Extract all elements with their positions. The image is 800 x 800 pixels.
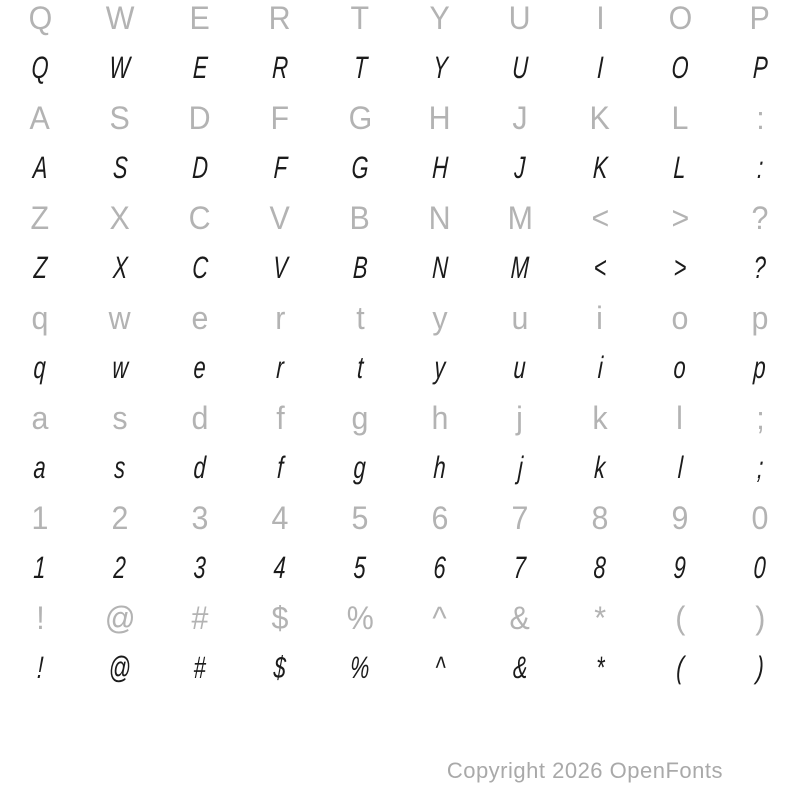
glyph-cell [240, 293, 320, 343]
glyph: $ [273, 650, 287, 685]
glyph: k [593, 450, 607, 485]
glyph-cell [0, 193, 80, 243]
glyph-cell [80, 443, 160, 493]
glyph: U [509, 0, 531, 36]
glyph-cell [160, 343, 240, 393]
glyph-cell [720, 543, 800, 593]
glyph-cell [560, 93, 640, 143]
glyph-row-gray [0, 0, 800, 43]
glyph-row-italic [0, 443, 800, 493]
glyph-cell [320, 293, 400, 343]
glyph: k [592, 399, 608, 436]
glyph: > [671, 199, 689, 236]
glyph-cell [160, 43, 240, 93]
glyph: 5 [351, 499, 369, 536]
glyph: ; [756, 450, 764, 485]
glyph: L [671, 99, 689, 136]
glyph: s [112, 399, 128, 436]
glyph-cell [0, 543, 80, 593]
glyph: X [111, 250, 129, 285]
glyph-row-italic [0, 43, 800, 93]
glyph: K [591, 150, 609, 185]
glyph: % [349, 650, 371, 685]
glyph-cell [480, 293, 560, 343]
glyph: & [509, 599, 531, 636]
glyph: B [349, 199, 371, 236]
glyph-cell [640, 393, 720, 443]
glyph-cell [0, 93, 80, 143]
glyph-cell [400, 193, 480, 243]
glyph-cell [240, 243, 320, 293]
glyph: 0 [753, 550, 767, 585]
glyph: i [596, 299, 604, 336]
glyph: Z [30, 199, 50, 236]
glyph-cell [480, 0, 560, 43]
glyph-cell [640, 543, 720, 593]
glyph-cell [240, 643, 320, 693]
glyph-cell [480, 593, 560, 643]
glyph-cell [240, 143, 320, 193]
glyph: 7 [511, 499, 529, 536]
glyph: y [432, 299, 448, 336]
glyph: e [193, 350, 207, 385]
glyph-cell [720, 393, 800, 443]
glyph-cell [720, 0, 800, 43]
glyph-cell [320, 43, 400, 93]
glyph: V [271, 250, 289, 285]
glyph-cell [0, 43, 80, 93]
glyph: N [429, 199, 451, 236]
glyph-row-italic [0, 143, 800, 193]
glyph-cell [480, 243, 560, 293]
glyph-cell [560, 293, 640, 343]
glyph-cell [720, 593, 800, 643]
glyph: Y [431, 50, 449, 85]
glyph-cell [400, 593, 480, 643]
glyph: S [109, 99, 131, 136]
glyph-cell [80, 493, 160, 543]
glyph: A [31, 150, 49, 185]
glyph-cell [80, 593, 160, 643]
glyph: ) [754, 599, 766, 636]
glyph-cell [0, 293, 80, 343]
glyph-cell [560, 493, 640, 543]
glyph: 9 [671, 499, 689, 536]
glyph-cell [240, 593, 320, 643]
glyph-cell [320, 143, 400, 193]
glyph-cell [240, 93, 320, 143]
glyph-cell [80, 43, 160, 93]
glyph: ! [36, 650, 44, 685]
glyph-cell [80, 193, 160, 243]
glyph: @ [104, 599, 136, 636]
glyph: ( [675, 650, 685, 685]
glyph: M [507, 199, 533, 236]
glyph: F [272, 150, 288, 185]
glyph: f [276, 450, 284, 485]
glyph-cell [320, 393, 400, 443]
glyph-cell [80, 293, 160, 343]
glyph: D [191, 150, 209, 185]
glyph-cell [400, 443, 480, 493]
glyph-row-italic [0, 343, 800, 393]
glyph-cell [0, 393, 80, 443]
glyph: P [749, 0, 771, 36]
glyph: & [511, 650, 529, 685]
glyph-cell [720, 93, 800, 143]
glyph: E [189, 0, 211, 36]
glyph-cell [0, 643, 80, 693]
glyph: 8 [591, 499, 609, 536]
glyph: ! [35, 599, 45, 636]
glyph: R [271, 50, 289, 85]
glyph-cell [160, 393, 240, 443]
glyph-cell [480, 43, 560, 93]
glyph: $ [271, 599, 289, 636]
glyph-cell [560, 343, 640, 393]
glyph-cell [0, 493, 80, 543]
glyph: Q [28, 0, 52, 36]
glyph-cell [560, 393, 640, 443]
glyph-cell [320, 193, 400, 243]
glyph: e [191, 299, 209, 336]
glyph-cell [400, 393, 480, 443]
glyph-cell [480, 643, 560, 693]
glyph: a [33, 450, 47, 485]
glyph: * [594, 599, 606, 636]
glyph-row-italic [0, 643, 800, 693]
glyph: J [512, 99, 528, 136]
glyph: E [191, 50, 209, 85]
glyph: g [353, 450, 367, 485]
glyph: O [670, 50, 690, 85]
glyph: ? [751, 199, 769, 236]
glyph: i [596, 350, 604, 385]
glyph-cell [400, 343, 480, 393]
glyph: H [431, 150, 449, 185]
glyph: 6 [433, 550, 447, 585]
glyph-cell [80, 343, 160, 393]
glyph-cell [640, 0, 720, 43]
glyph: K [589, 99, 611, 136]
glyph-cell [720, 193, 800, 243]
glyph: D [189, 99, 211, 136]
glyph: g [351, 399, 369, 436]
glyph: ( [674, 599, 686, 636]
glyph-cell [640, 443, 720, 493]
glyph: @ [108, 650, 132, 685]
glyph-cell [560, 193, 640, 243]
glyph: : [755, 99, 765, 136]
glyph-cell [480, 93, 560, 143]
glyph-cell [240, 193, 320, 243]
glyph: Y [429, 0, 451, 36]
glyph-cell [80, 543, 160, 593]
glyph-cell [560, 593, 640, 643]
glyph: s [113, 450, 127, 485]
glyph-row-gray [0, 193, 800, 243]
copyright-notice: Copyright 2026 OpenFonts [446, 758, 723, 783]
glyph-cell [640, 593, 720, 643]
glyph: ) [755, 650, 765, 685]
glyph: C [189, 199, 211, 236]
glyph: R [269, 0, 291, 36]
glyph: I [595, 0, 605, 36]
glyph: t [356, 350, 364, 385]
glyph: N [431, 250, 449, 285]
glyph-cell [640, 293, 720, 343]
glyph-cell [400, 543, 480, 593]
glyph-cell [640, 193, 720, 243]
glyph: d [191, 399, 209, 436]
glyph: h [433, 450, 447, 485]
glyph-cell [320, 643, 400, 693]
glyph: 1 [33, 550, 47, 585]
glyph: J [513, 150, 527, 185]
glyph-cell [240, 443, 320, 493]
glyph: u [513, 350, 527, 385]
glyph-cell [560, 0, 640, 43]
glyph-cell [80, 243, 160, 293]
glyph: S [111, 150, 129, 185]
glyph-row-italic [0, 543, 800, 593]
glyph-cell [400, 493, 480, 543]
glyph-cell [720, 343, 800, 393]
glyph-cell [0, 593, 80, 643]
glyph: F [270, 99, 290, 136]
glyph: # [193, 650, 207, 685]
glyph: U [511, 50, 529, 85]
glyph-row-italic [0, 243, 800, 293]
glyph-cell [160, 143, 240, 193]
glyph-cell [640, 343, 720, 393]
glyph-cell [720, 493, 800, 543]
glyph-cell [480, 493, 560, 543]
glyph: Q [30, 50, 50, 85]
glyph-cell [480, 343, 560, 393]
glyph-cell [640, 93, 720, 143]
glyph: C [191, 250, 209, 285]
glyph-cell [0, 443, 80, 493]
glyph-cell [720, 143, 800, 193]
glyph-cell [400, 43, 480, 93]
glyph-cell [240, 43, 320, 93]
glyph-cell [400, 243, 480, 293]
glyph: < [591, 199, 609, 236]
glyph-cell [80, 393, 160, 443]
glyph: A [29, 99, 51, 136]
glyph-cell [560, 643, 640, 693]
glyph-cell [320, 93, 400, 143]
glyph-cell [720, 293, 800, 343]
glyph: * [594, 650, 606, 685]
glyph: o [671, 299, 689, 336]
glyph-row-gray [0, 393, 800, 443]
glyph-cell [80, 643, 160, 693]
glyph: l [676, 399, 684, 436]
glyph-cell [0, 343, 80, 393]
glyph: X [109, 199, 131, 236]
glyph-row-gray [0, 93, 800, 143]
glyph-cell [160, 543, 240, 593]
glyph-row-gray [0, 293, 800, 343]
glyph: 4 [273, 550, 287, 585]
glyph-cell [560, 243, 640, 293]
glyph-cell [640, 643, 720, 693]
glyph-cell [400, 643, 480, 693]
glyph-cell [400, 93, 480, 143]
glyph: 9 [673, 550, 687, 585]
glyph-cell [480, 443, 560, 493]
glyph: l [676, 450, 684, 485]
glyph-cell [480, 543, 560, 593]
glyph: w [109, 299, 131, 336]
glyph-cell [720, 443, 800, 493]
glyph-cell [320, 543, 400, 593]
glyph: q [33, 350, 47, 385]
glyph-cell [640, 143, 720, 193]
glyph-cell [480, 193, 560, 243]
glyph-cell [320, 443, 400, 493]
glyph-cell [320, 243, 400, 293]
glyph: H [429, 99, 451, 136]
glyph: L [673, 150, 687, 185]
glyph-cell [240, 0, 320, 43]
glyph: ^ [432, 599, 448, 636]
glyph-cell [560, 443, 640, 493]
glyph-cell [160, 643, 240, 693]
glyph-cell [320, 0, 400, 43]
glyph-cell [80, 93, 160, 143]
glyph-cell [560, 543, 640, 593]
glyph: T [352, 50, 368, 85]
glyph: # [191, 599, 209, 636]
glyph-cell [640, 43, 720, 93]
glyph: T [350, 0, 370, 36]
glyph-cell [160, 243, 240, 293]
glyph-cell [240, 493, 320, 543]
glyph-cell [80, 0, 160, 43]
glyph: q [31, 299, 49, 336]
glyph: 5 [353, 550, 367, 585]
glyph-cell [640, 493, 720, 543]
glyph-cell [160, 193, 240, 243]
glyph-cell [640, 243, 720, 293]
glyph: 1 [31, 499, 49, 536]
glyph-cell [160, 93, 240, 143]
glyph-cell [720, 43, 800, 93]
glyph: w [111, 350, 129, 385]
glyph: M [510, 250, 530, 285]
glyph-cell [160, 0, 240, 43]
glyph: W [105, 0, 135, 36]
glyph: G [348, 99, 372, 136]
glyph: B [351, 250, 369, 285]
glyph: > [672, 250, 688, 285]
glyph-cell [720, 243, 800, 293]
glyph: 6 [431, 499, 449, 536]
glyph: h [431, 399, 449, 436]
glyph: d [193, 450, 207, 485]
glyph: f [275, 399, 285, 436]
glyph: V [269, 199, 291, 236]
glyph: 2 [111, 499, 129, 536]
glyph-cell [560, 43, 640, 93]
glyph-cell [400, 0, 480, 43]
glyph: u [511, 299, 529, 336]
glyph: 0 [751, 499, 769, 536]
glyph: j [516, 450, 524, 485]
glyph: r [274, 299, 286, 336]
glyph-cell [320, 343, 400, 393]
glyph-cell [240, 393, 320, 443]
glyph: I [596, 50, 604, 85]
glyph: : [756, 150, 764, 185]
glyph-cell [0, 143, 80, 193]
glyph-cell [160, 493, 240, 543]
glyph-cell [160, 593, 240, 643]
glyph-cell [160, 293, 240, 343]
glyph: 4 [271, 499, 289, 536]
glyph-cell [720, 643, 800, 693]
glyph-cell [240, 343, 320, 393]
glyph-cell [480, 143, 560, 193]
glyph: W [108, 50, 132, 85]
glyph: 8 [593, 550, 607, 585]
glyph: Z [32, 250, 48, 285]
glyph: j [516, 399, 524, 436]
glyph-cell [0, 243, 80, 293]
glyph-cell [320, 593, 400, 643]
glyph: p [753, 350, 767, 385]
glyph: p [751, 299, 769, 336]
glyph: y [433, 350, 447, 385]
glyph: 2 [113, 550, 127, 585]
glyph-cell [0, 0, 80, 43]
glyph-cell [160, 443, 240, 493]
glyph-row-gray [0, 493, 800, 543]
glyph: % [346, 599, 374, 636]
glyph-cell [560, 143, 640, 193]
glyph: ? [753, 250, 767, 285]
glyph-cell [80, 143, 160, 193]
glyph-cell [320, 493, 400, 543]
glyph-row-gray [0, 593, 800, 643]
glyph: O [668, 0, 692, 36]
glyph: ^ [434, 650, 446, 685]
glyph: t [355, 299, 365, 336]
glyph: 3 [191, 499, 209, 536]
glyph: r [275, 350, 285, 385]
glyph: G [350, 150, 370, 185]
glyph: o [673, 350, 687, 385]
glyph: 3 [193, 550, 207, 585]
glyph: a [31, 399, 49, 436]
glyph: P [751, 50, 769, 85]
glyph-cell [400, 143, 480, 193]
glyph: 7 [513, 550, 527, 585]
glyph-cell [480, 393, 560, 443]
glyph: ; [755, 399, 765, 436]
glyph: < [592, 250, 608, 285]
glyph-cell [400, 293, 480, 343]
glyph-cell [240, 543, 320, 593]
